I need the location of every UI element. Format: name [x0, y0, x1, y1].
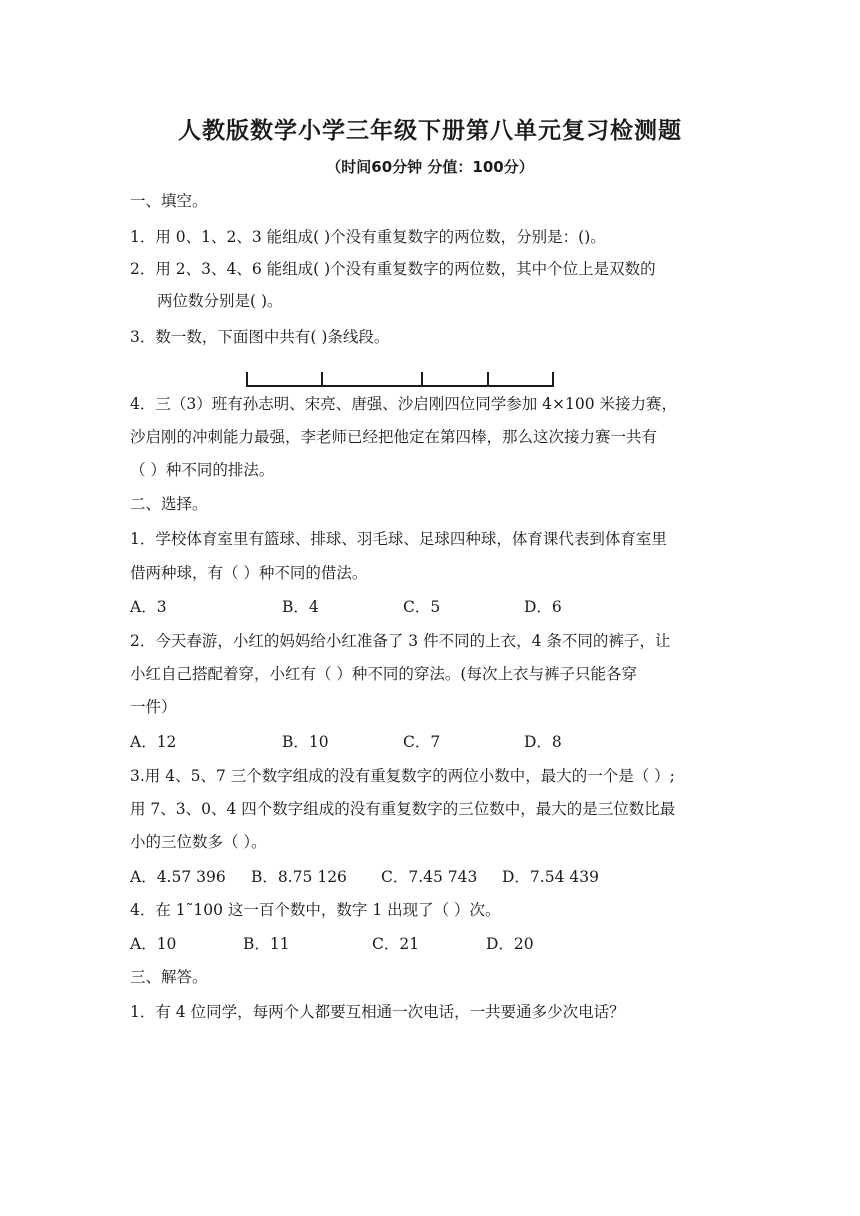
- s2-q2-line2: 小红自己搭配着穿，小红有（ ）种不同的穿法。(每次上衣与裤子只能各穿: [130, 665, 637, 683]
- s2-q1-line1: 1．学校体育室里有篮球、排球、羽毛球、足球四种球，体育课代表到体育室里: [130, 530, 667, 548]
- s3-q1: 1．有 4 位同学，每两个人都要互相通一次电话，一共要通多少次电话？: [130, 1003, 625, 1021]
- s1-q2-line2: 两位数分别是( )。: [157, 292, 283, 310]
- s2-q1-option-c: C．5: [403, 598, 441, 616]
- s1-q4-line3: （ ）种不同的排法。: [130, 461, 275, 479]
- s1-q3: 3．数一数，下面图中共有( )条线段。: [130, 328, 390, 346]
- s2-q3-option-a: A．4.57 396: [130, 868, 226, 886]
- s2-q1-option-a: A．3: [130, 598, 167, 616]
- s2-q1-option-d: D．6: [524, 598, 562, 616]
- s2-q2-option-a: A．12: [130, 733, 177, 751]
- s2-q3-option-b: B．8.75 126: [251, 868, 347, 886]
- s2-q4: 4．在 1˜100 这一百个数中，数字 1 出现了（ ）次。: [130, 901, 501, 919]
- s2-q3-option-d: D．7.54 439: [502, 868, 599, 886]
- s2-q3-line1: 3.用 4、5、7 三个数字组成的没有重复数字的两位小数中，最大的一个是（ ）;: [130, 767, 675, 785]
- page-title: 人教版数学小学三年级下册第八单元复习检测题: [178, 118, 682, 144]
- s2-q3-line2: 用 7、3、0、4 四个数字组成的没有重复数字的三位数中，最大的是三位数比最: [130, 800, 676, 818]
- s2-q4-option-c: C．21: [372, 935, 420, 953]
- s2-q4-option-d: D．20: [486, 935, 534, 953]
- s2-q2-line3: 一件）: [130, 698, 177, 716]
- s2-q2-line1: 2．今天春游，小红的妈妈给小红准备了 3 件不同的上衣，4 条不同的裤子，让: [130, 632, 671, 650]
- s1-q2-line1: 2．用 2、3、4、6 能组成( )个没有重复数字的两位数，其中个位上是双数的: [130, 260, 656, 278]
- s2-q1-option-b: B．4: [282, 598, 319, 616]
- s2-q3-line3: 小的三位数多（ ）。: [130, 833, 267, 851]
- s2-q2-option-d: D．8: [524, 733, 562, 751]
- s2-q1-line2: 借两种球，有（ ）种不同的借法。: [130, 564, 368, 582]
- s2-q2-option-c: C．7: [403, 733, 441, 751]
- s1-q4-line1: 4．三（3）班有孙志明、宋亮、唐强、沙启刚四位同学参加 4×100 米接力赛，: [130, 395, 678, 413]
- section3-heading: 三、解答。: [130, 968, 208, 986]
- section2-heading: 二、选择。: [130, 495, 208, 513]
- section1-heading: 一、填空。: [130, 192, 208, 210]
- s2-q4-option-b: B．11: [243, 935, 290, 953]
- s2-q3-option-c: C．7.45 743: [381, 868, 478, 886]
- s1-q4-line2: 沙启刚的冲刺能力最强，李老师已经把他定在第四棒，那么这次接力赛一共有: [130, 428, 658, 446]
- s2-q4-option-a: A．10: [130, 935, 177, 953]
- page-subtitle: （时间60分钟 分值：100分）: [326, 158, 534, 176]
- s2-q2-option-b: B．10: [282, 733, 329, 751]
- line-segment-figure: [245, 368, 557, 392]
- s1-q1: 1．用 0、1、2、3 能组成( )个没有重复数字的两位数，分别是：()。: [130, 228, 606, 246]
